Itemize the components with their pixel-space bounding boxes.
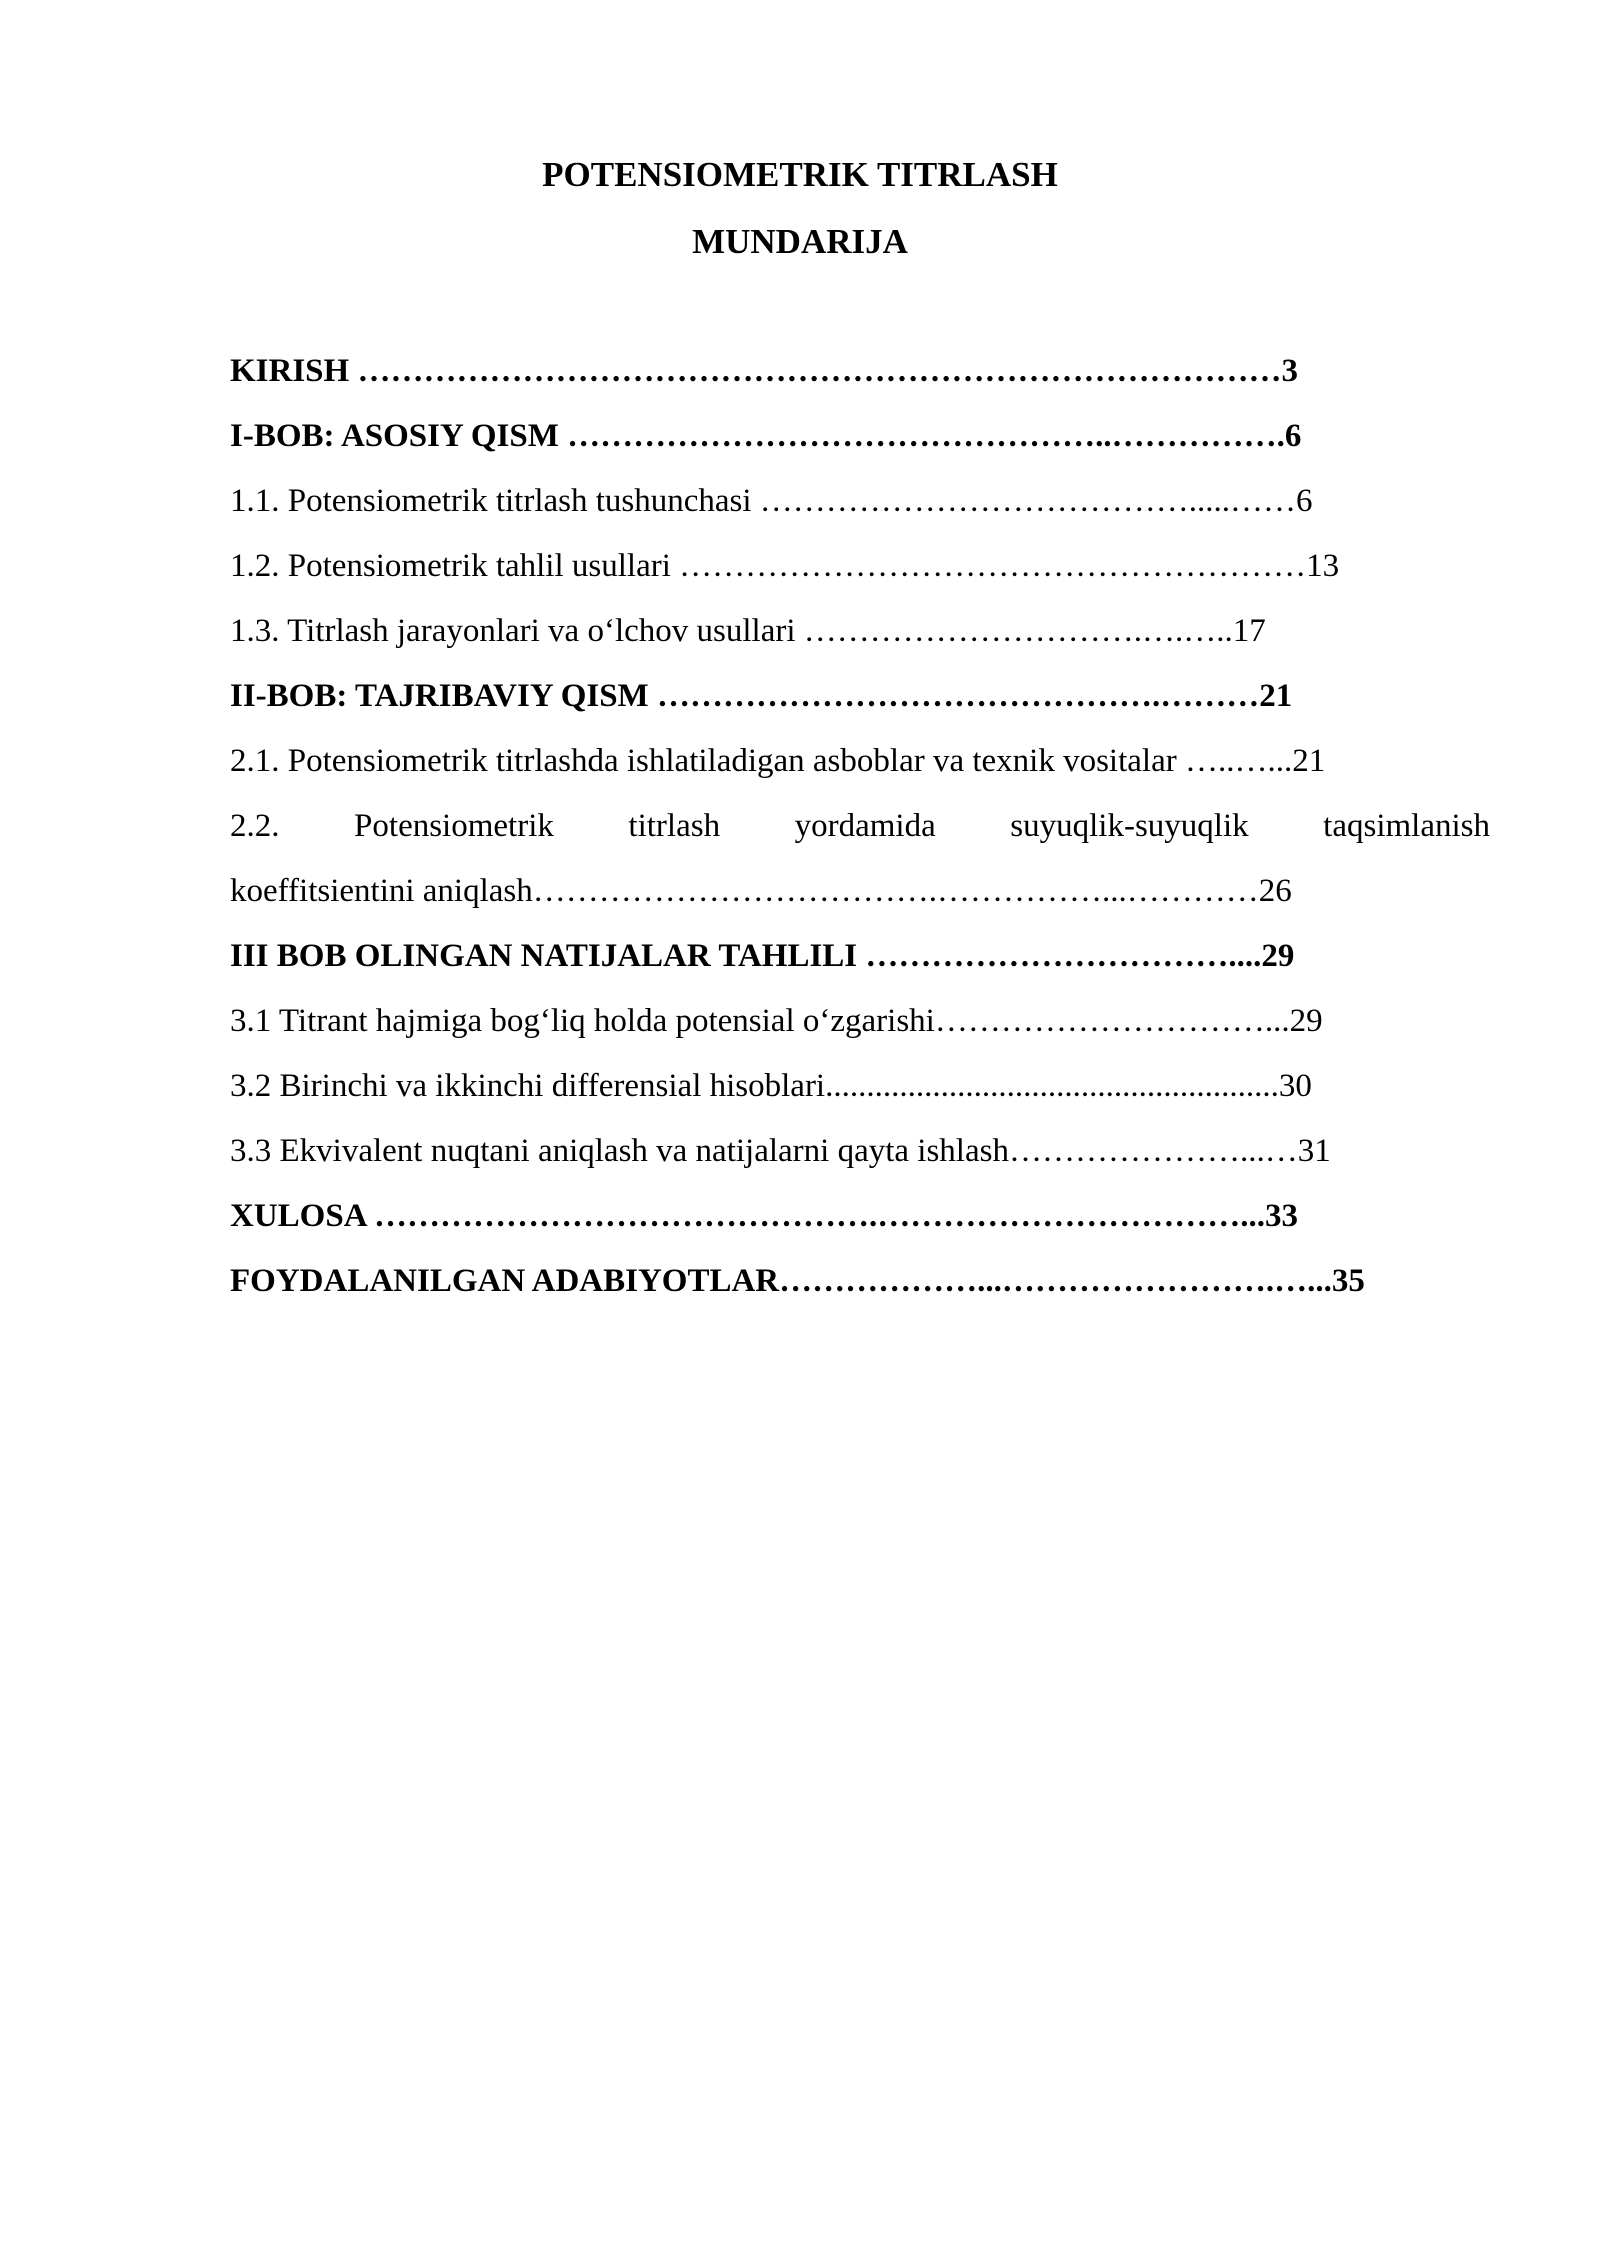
toc-entry: 2.1. Potensiometrik titrlashda ishlatiladigan asboblar va texnik vositalar …..…...21 bbox=[230, 743, 1326, 779]
toc-entry: I-BOB: ASOSIY QISM …………………………………………..…………….6 bbox=[230, 418, 1302, 454]
toc-entry: 3.1 Titrant hajmiga bog‘liq holda potensial o‘zgarishi…………………………...29 bbox=[230, 1003, 1323, 1039]
toc-entry: 2.2. Potensiometrik titrlash yordamida suyuqlik-suyuqlik taqsimlanish bbox=[230, 808, 1490, 844]
toc-entry: 3.3 Ekvivalent nuqtani aniqlash va natijalarni qayta ishlash…………………...…31 bbox=[230, 1133, 1331, 1169]
toc-entry: XULOSA ……………………………………….……………………………...33 bbox=[230, 1198, 1298, 1234]
toc-entry: II-BOB: TAJRIBAVIY QISM ……………………………………….………21 bbox=[230, 678, 1293, 714]
toc-entry: 1.3. Titrlash jarayonlari va o‘lchov usullari ………………………….….…..17 bbox=[230, 613, 1266, 649]
toc-entry: KIRISH …………………………………………………………………………3 bbox=[230, 353, 1298, 389]
toc-entry: koeffitsientini aniqlash……………………………….……………...…………26 bbox=[230, 873, 1292, 909]
toc-entry: 1.1. Potensiometrik titrlash tushunchasi ………………………………….....……6 bbox=[230, 483, 1313, 519]
toc-entry: III BOB OLINGAN NATIJALAR TAHLILI ……………………………....29 bbox=[230, 938, 1295, 974]
toc-entry: 3.2 Birinchi va ikkinchi differensial hisoblari.......................................................30 bbox=[230, 1068, 1312, 1104]
table-of-contents bbox=[230, 348, 1490, 1323]
document-title: POTENSIOMETRIK TITRLASH bbox=[542, 155, 1058, 194]
toc-entry: FOYDALANILGAN ADABIYOTLAR………………...…………………….…...35 bbox=[230, 1263, 1365, 1299]
toc-entry: 1.2. Potensiometrik tahlil usullari …………………………………………………13 bbox=[230, 548, 1340, 584]
toc-heading: MUNDARIJA bbox=[692, 222, 908, 261]
